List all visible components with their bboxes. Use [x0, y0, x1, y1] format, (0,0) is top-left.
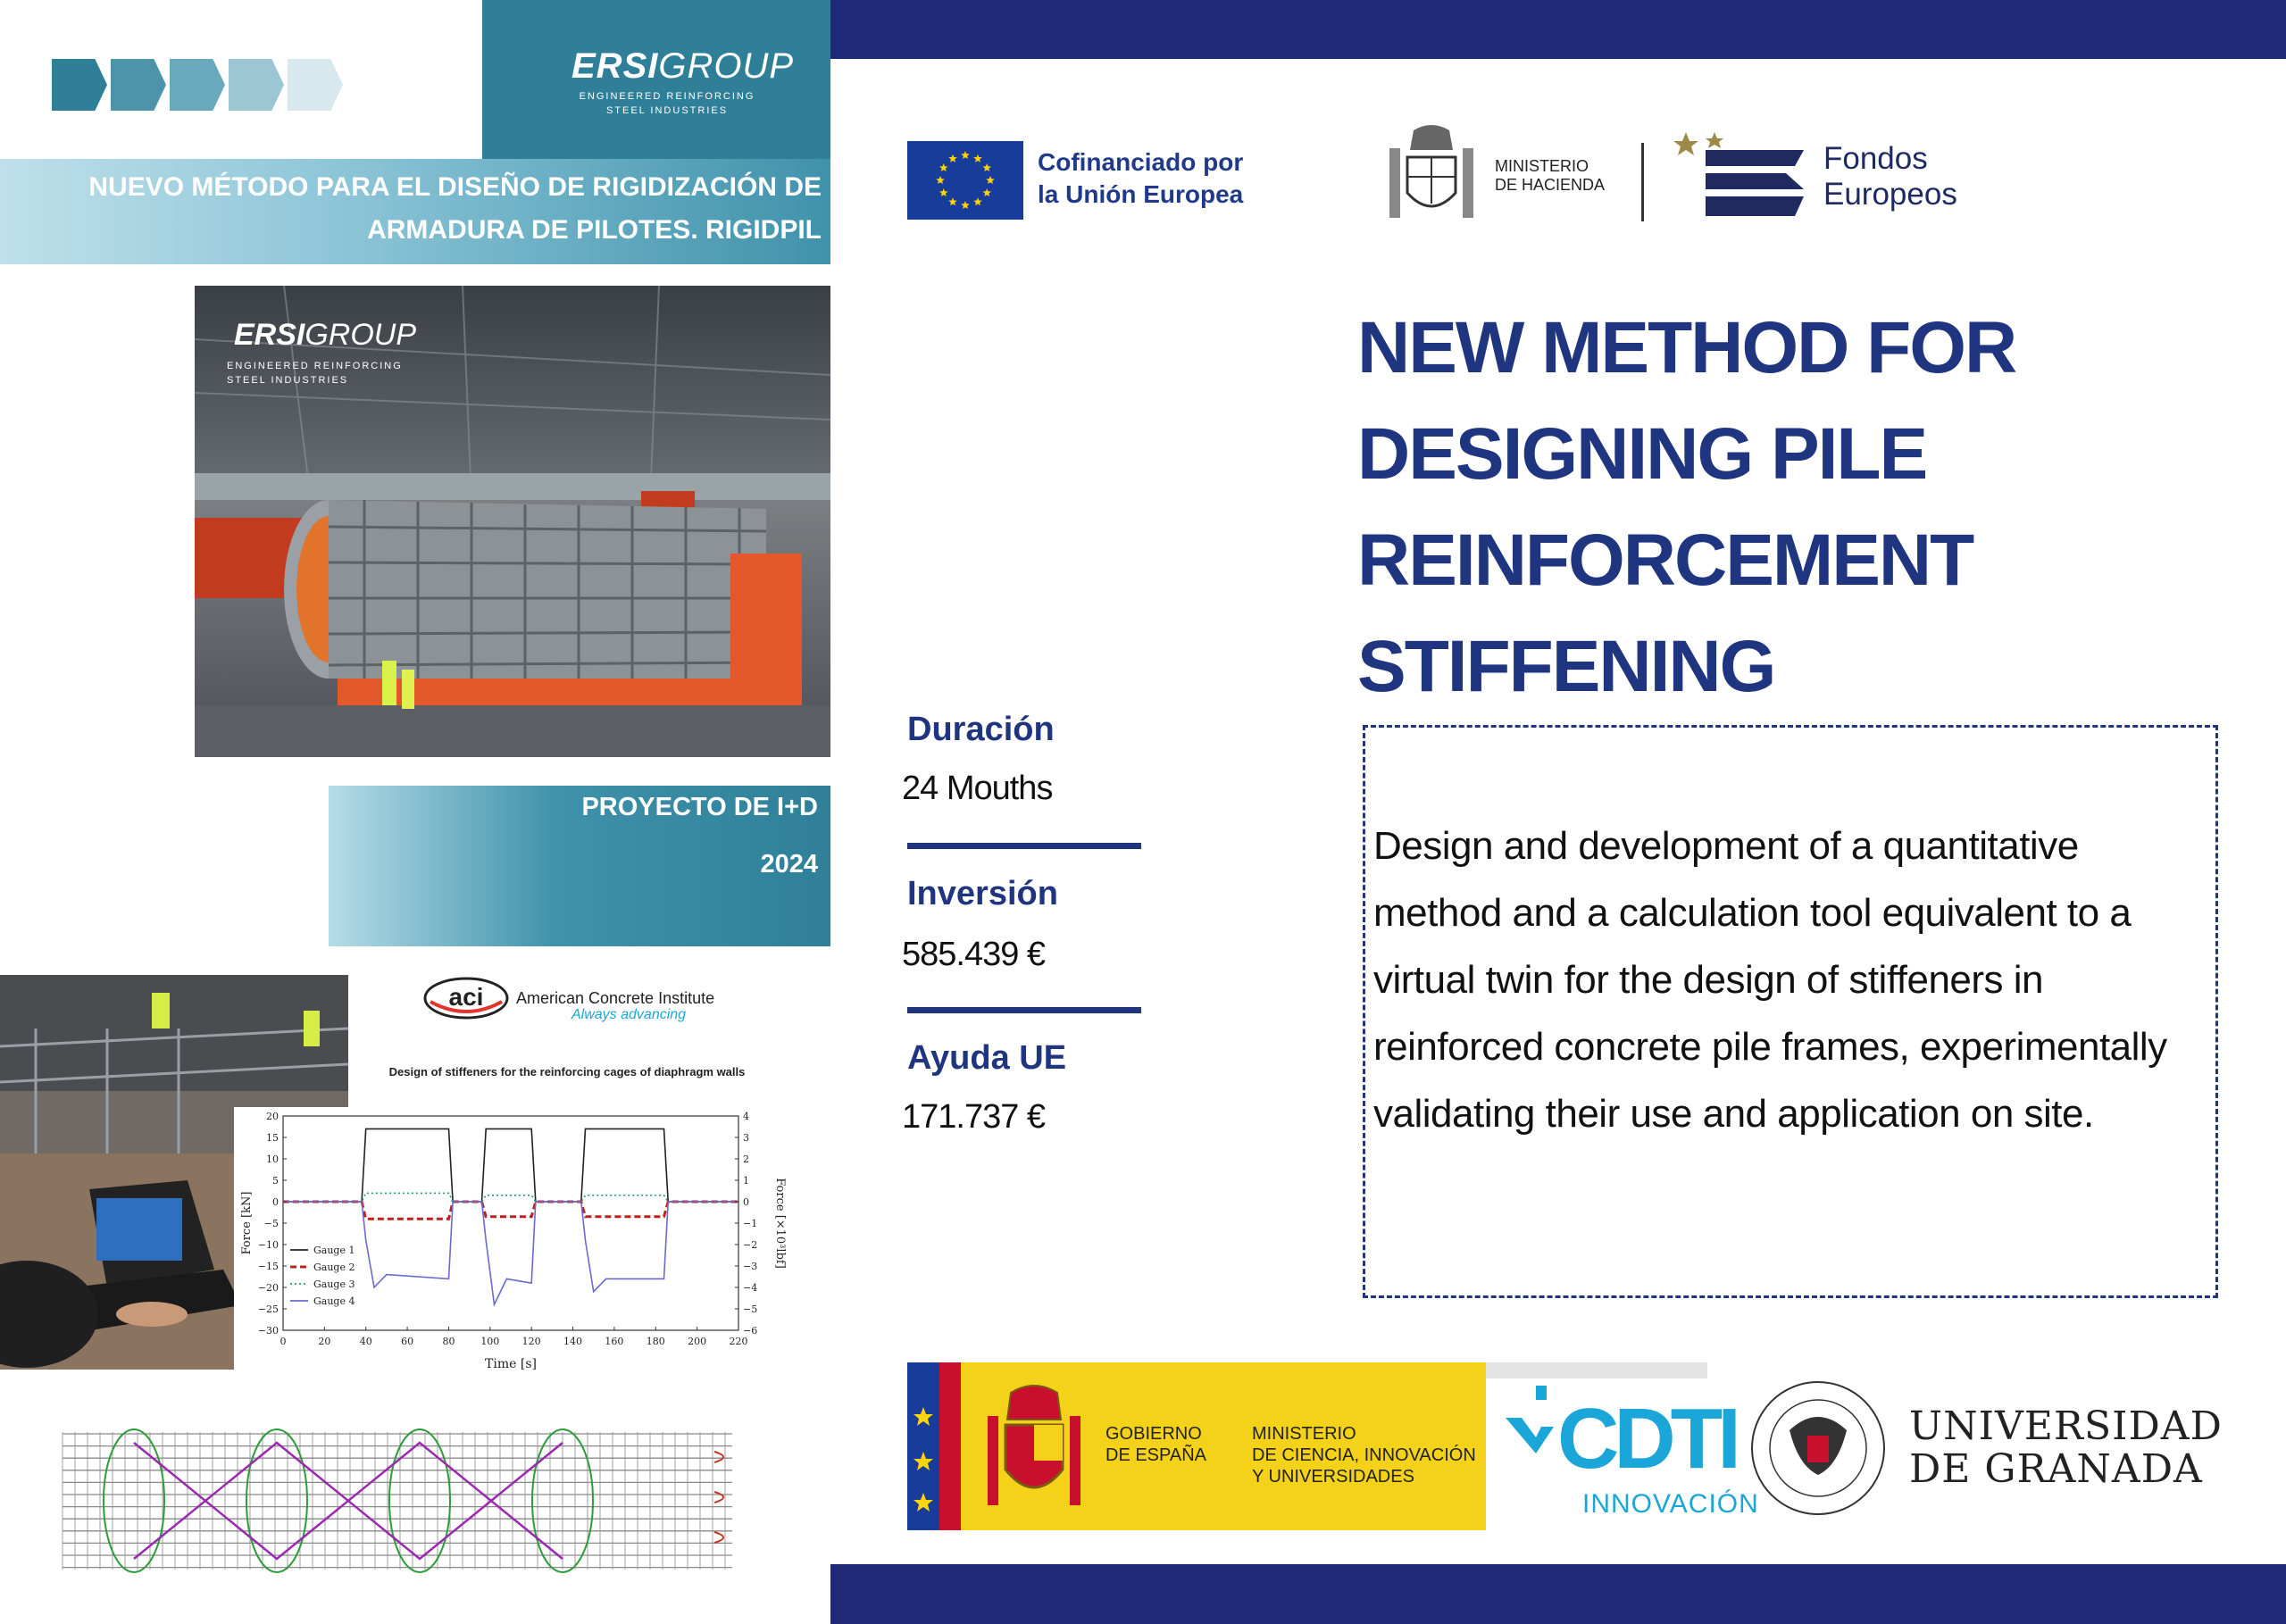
aid-label: Ayuda UE	[907, 1039, 1067, 1077]
eu-flag-icon	[907, 141, 1023, 220]
aci-tagline: Always advancing	[572, 1007, 687, 1022]
x-tick-label: 160	[605, 1336, 624, 1347]
y2-axis-label: Force [×10³lbf]	[773, 1178, 787, 1269]
universidad-granada-text: UNIVERSIDAD DE GRANADA	[1909, 1403, 2223, 1492]
force-time-chart	[234, 1107, 793, 1375]
y-tick-label: −10	[257, 1239, 279, 1251]
aid-value: 171.737 €	[902, 1098, 1046, 1136]
y-axis-label: Force [kN]	[240, 1191, 254, 1255]
y2-tick-label: −6	[743, 1325, 758, 1337]
factory-photo	[195, 286, 830, 757]
aci-logo	[421, 975, 511, 1021]
y2-tick-label: 0	[743, 1196, 749, 1208]
x-tick-label: 60	[401, 1336, 414, 1347]
logo-separator	[1641, 143, 1644, 221]
top-bar	[830, 0, 2286, 59]
ersi-logo-subtitle: ENGINEERED REINFORCING STEEL INDUSTRIES	[579, 91, 755, 116]
info-divider	[907, 1007, 1141, 1013]
main-title: NEW METHOD FOR DESIGNING PILE REINFORCEMENT STIFFENING	[1357, 307, 2016, 707]
legend-label: Gauge 3	[313, 1278, 355, 1290]
y2-tick-label: −2	[743, 1239, 758, 1251]
x-tick-label: 140	[563, 1336, 583, 1347]
legend-label: Gauge 2	[313, 1262, 355, 1273]
x-tick-label: 200	[688, 1336, 707, 1347]
project-label: PROYECTO DE I+D	[581, 793, 818, 821]
investment-label: Inversión	[907, 875, 1058, 912]
x-tick-label: 220	[729, 1336, 748, 1347]
series-line-gauge-3	[283, 1193, 738, 1202]
project-year: 2024	[760, 850, 818, 879]
cover-title: NUEVO MÉTODO PARA EL DISEÑO DE RIGIDIZACIÓN DE ARMADURA DE PILOTES. RIGIDPIL	[88, 172, 822, 245]
y-tick-label: −20	[257, 1282, 279, 1294]
x-tick-label: 120	[521, 1336, 541, 1347]
y2-tick-label: 3	[743, 1132, 749, 1144]
x-tick-label: 0	[279, 1336, 287, 1347]
fondos-europeos-icon	[1670, 127, 1813, 225]
duration-value: 24 Mouths	[902, 770, 1053, 807]
y-tick-label: 0	[272, 1196, 279, 1208]
aci-name: American Concrete Institute	[516, 989, 715, 1007]
y-tick-label: 15	[266, 1132, 279, 1144]
cage-drawing	[54, 1425, 768, 1577]
svg-text:CDTI: CDTI	[1557, 1391, 1736, 1487]
cdti-subtitle: INNOVACIÓN	[1582, 1489, 1759, 1519]
ministerio-hacienda-text: MINISTERIO DE HACIENDA	[1495, 157, 1606, 194]
ministerio-ciencia-text: MINISTERIO DE CIENCIA, INNOVACIÓN Y UNIVERSIDADES	[1252, 1424, 1476, 1487]
y-tick-label: −25	[257, 1303, 279, 1315]
y-tick-label: −5	[263, 1218, 279, 1229]
x-axis-label: Time [s]	[485, 1357, 537, 1371]
spain-crest-icon	[1382, 121, 1481, 225]
ersi-photo-logo-subtitle: ENGINEERED REINFORCING STEEL INDUSTRIES	[227, 361, 403, 386]
legend-label: Gauge 1	[313, 1245, 355, 1256]
cdti-logo	[1500, 1382, 1736, 1489]
y-tick-label: 5	[272, 1175, 279, 1187]
legend-label: Gauge 4	[313, 1295, 355, 1307]
chart-title: Design of stiffeners for the reinforcing cages of diaphragm walls	[388, 1065, 746, 1079]
svg-text:aci: aci	[448, 983, 484, 1011]
fondos-europeos-text: Fondos Europeos	[1823, 141, 1957, 212]
y2-tick-label: 2	[743, 1153, 749, 1165]
ersi-photo-logo: ERSIGROUP	[234, 318, 417, 352]
bottom-bar	[830, 1564, 2286, 1624]
series-line-gauge-2	[283, 1202, 738, 1219]
y2-tick-label: −3	[743, 1261, 758, 1272]
universidad-granada-seal-icon	[1747, 1377, 1890, 1520]
series-line-gauge-1	[283, 1128, 738, 1202]
ersi-logo: ERSIGROUP	[572, 46, 795, 86]
y-tick-label: −30	[257, 1325, 279, 1337]
y2-tick-label: −5	[743, 1303, 758, 1315]
x-tick-label: 40	[359, 1336, 372, 1347]
y-tick-label: 20	[266, 1111, 279, 1122]
y2-tick-label: −1	[743, 1218, 758, 1229]
investment-value: 585.439 €	[902, 936, 1046, 973]
info-divider	[907, 843, 1141, 849]
x-tick-label: 100	[480, 1336, 500, 1347]
spain-eu-flag-icon	[907, 1362, 961, 1530]
x-tick-label: 80	[442, 1336, 455, 1347]
gobierno-crest-icon	[982, 1380, 1086, 1514]
duration-label: Duración	[907, 711, 1055, 748]
y2-tick-label: 1	[743, 1175, 749, 1187]
x-tick-label: 20	[318, 1336, 331, 1347]
y-tick-label: 10	[266, 1153, 279, 1165]
x-tick-label: 180	[646, 1336, 665, 1347]
y-tick-label: −15	[257, 1261, 279, 1272]
y2-tick-label: −4	[743, 1282, 758, 1294]
gobierno-espana-text: GOBIERNO DE ESPAÑA	[1105, 1424, 1206, 1465]
cdti-strip	[1486, 1362, 1707, 1378]
project-description: Design and development of a quantitative method and a calculation tool equivalent to a virtual twin for the design of stiffeners in reinforced concrete pile frames, experimentally validating their use and application on site.	[1373, 824, 2167, 1136]
eu-cofinanced-text: Cofinanciado por la Unión Europea	[1038, 148, 1244, 208]
y2-tick-label: 4	[743, 1111, 749, 1122]
